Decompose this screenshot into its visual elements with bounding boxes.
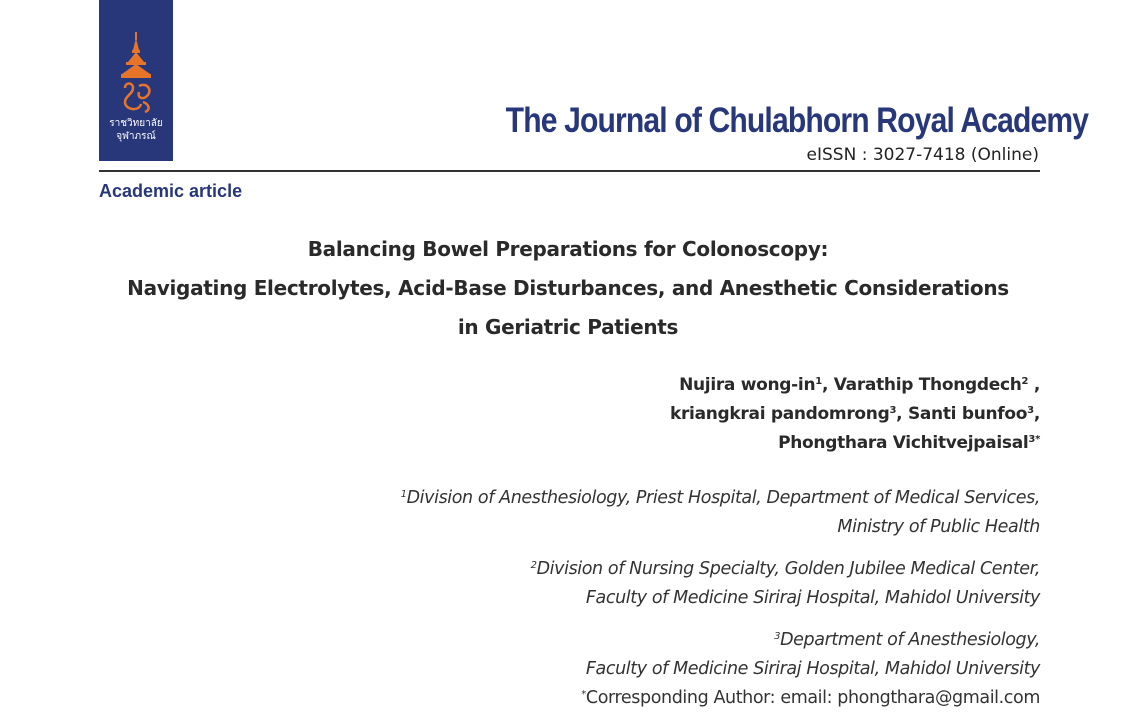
author-affiliation-sup: 3 — [889, 405, 897, 416]
affiliation-line: Division of Anesthesiology, Priest Hospital, Department of Medical Services, — [406, 488, 1040, 508]
affiliation-sup: 2 — [530, 560, 537, 571]
affiliation-line: Ministry of Public Health — [837, 517, 1040, 537]
academy-logo — [99, 0, 173, 161]
logo-text-line1: ราชวิทยาลัย — [109, 118, 163, 129]
author-name: Varathip Thongdech — [833, 375, 1022, 395]
author-name: Santi bunfoo — [907, 404, 1028, 424]
affiliation-3 — [401, 626, 1040, 684]
affiliation-line: Faculty of Medicine Siriraj Hospital, Mahidol University — [585, 588, 1040, 608]
paper-title-line-3: in Geriatric Patients — [457, 315, 679, 339]
logo-text-line2: จุฬาภรณ์ — [116, 131, 156, 142]
article-type-label: Academic article — [99, 181, 243, 201]
corresponding-sup: * — [581, 689, 586, 700]
affiliation-1 — [401, 484, 1040, 542]
corresponding-author-text: Corresponding Author: email: phongthara@gmail.com — [585, 688, 1040, 708]
author-line-3 — [670, 429, 1040, 458]
author-affiliation-sup: 2 — [1021, 376, 1029, 387]
affiliation-line: Faculty of Medicine Siriraj Hospital, Mahidol University — [585, 659, 1040, 679]
pagoda-emblem-icon — [113, 32, 159, 116]
affiliation-sup: 3 — [774, 631, 781, 642]
author-affiliation-sup: 1 — [815, 376, 822, 387]
author-line-1: Nujira wong-$in^1$, Varathip Thongdech$^2$ , — [679, 375, 1040, 395]
paper-title-line-2: Navigating Electrolytes, Acid-Base Disturbances, and Anesthetic Considerations — [127, 276, 1009, 300]
affiliation-sup: 1 — [400, 489, 407, 500]
author-name: Phongthara Vichitvejpaisal — [778, 433, 1029, 453]
author-name: kriangkrai pandomrong — [669, 404, 890, 424]
author-affiliation-sup: 3* — [1028, 434, 1040, 445]
author-line-2: kriangkrai pandomrong$^3$, Santi bunfoo$^3$, — [669, 404, 1040, 424]
affiliation-line: Division of Nursing Specialty, Golden Jubilee Medical Center, — [536, 559, 1040, 579]
affiliation-2 — [401, 555, 1040, 613]
paper-title-line-1: Balancing Bowel Preparations for Colonoscopy: — [307, 237, 829, 261]
paper-title — [60, 230, 1076, 347]
journal-title: The Journal of Chulabhorn Royal Academy — [505, 101, 1089, 140]
author-name: Nujira wong-in — [679, 375, 816, 395]
affiliation-list — [401, 484, 1040, 697]
affiliation-line: Department of Anesthesiology, — [780, 630, 1040, 650]
corresponding-author — [581, 685, 1040, 711]
author-affiliation-sup: 3 — [1027, 405, 1034, 416]
eissn-label: eISSN : 3027-7418 (Online) — [806, 145, 1039, 165]
author-list — [670, 371, 1040, 458]
header-divider — [99, 170, 1040, 172]
